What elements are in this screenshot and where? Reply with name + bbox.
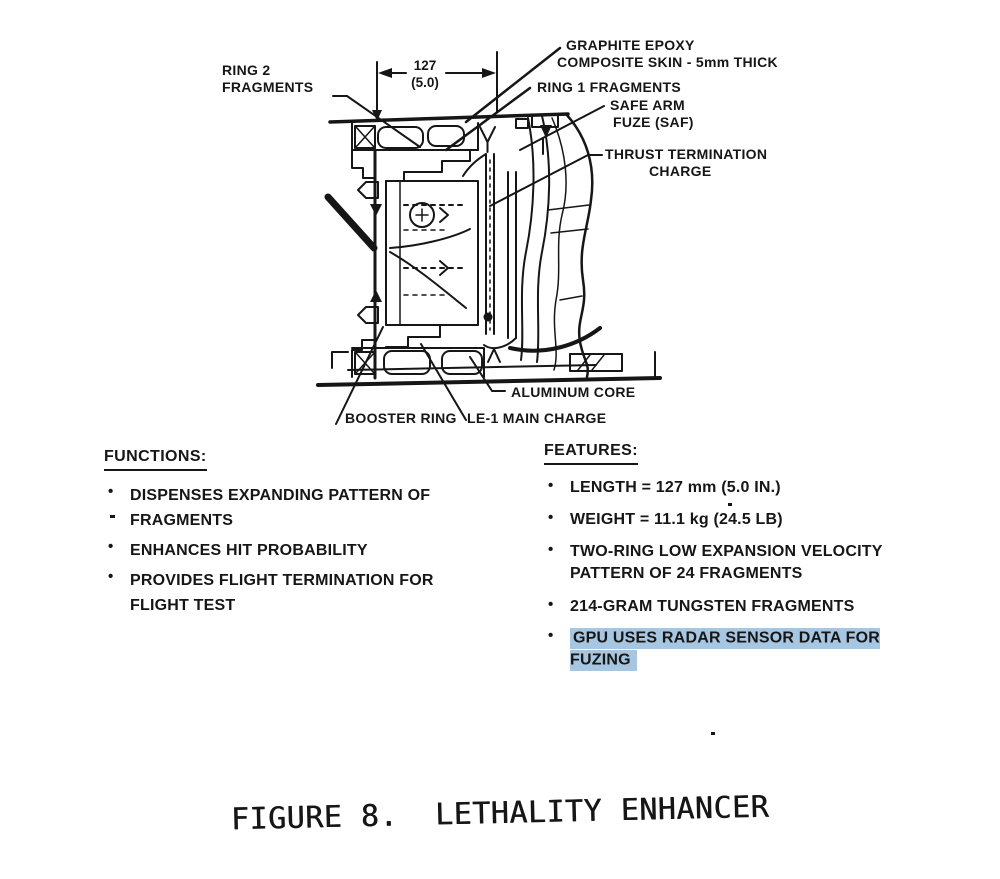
main-charge-body — [328, 150, 478, 378]
features-item-1: • LENGTH = 127 mm (5.0 IN.) — [548, 477, 781, 496]
label-graphite-epoxy-line2: COMPOSITE SKIN - 5mm THICK — [557, 54, 778, 70]
features-heading: FEATURES: — [544, 442, 638, 465]
label-safe-arm-fuze: SAFE ARM FUZE (SAF) — [610, 97, 694, 130]
bullet-icon: • — [108, 538, 114, 555]
features-item-5-highlighted — [548, 627, 934, 671]
bullet-icon: • — [548, 477, 554, 494]
label-booster-ring: BOOSTER RING — [345, 410, 457, 426]
label-aluminum-core: ALUMINUM CORE — [511, 384, 636, 400]
functions-heading: FUNCTIONS: — [104, 448, 207, 471]
features-item-2: • WEIGHT = 11.1 kg (24.5 LB) — [548, 509, 783, 528]
features-item-3: • TWO-RING LOW EXPANSION VELOCITY PATTERN OF 24 FRAGMENTS — [548, 541, 883, 582]
bullet-icon: • — [108, 483, 114, 500]
bullet-icon: • — [548, 596, 554, 613]
bullet-icon: • — [108, 568, 114, 585]
functions-item-2: • ENHANCES HIT PROBABILITY — [108, 538, 368, 559]
label-ring2-fragments: RING 2 FRAGMENTS — [222, 62, 314, 95]
highlighted-text: GPU USES RADAR SENSOR DATA FOR FUZING — [570, 628, 880, 671]
bullet-icon: • — [548, 541, 554, 558]
dimension-label: 127 (5.0) — [411, 58, 439, 90]
bullet-icon: • — [548, 509, 554, 526]
label-ring1-fragments: RING 1 FRAGMENTS — [537, 79, 682, 95]
functions-item-1: • DISPENSES EXPANDING PATTERN OF FRAGMENTS — [108, 483, 431, 529]
functions-item-3: • PROVIDES FLIGHT TERMINATION FOR FLIGHT TEST — [108, 568, 434, 614]
features-item-4: • 214-GRAM TUNGSTEN FRAGMENTS — [548, 596, 855, 615]
label-thrust-termination: THRUST TERMINATION CHARGE — [605, 146, 768, 179]
label-graphite-epoxy-line1: GRAPHITE EPOXY — [566, 37, 695, 53]
bullet-icon: • — [548, 627, 554, 644]
label-le1-main-charge: LE-1 MAIN CHARGE — [467, 410, 607, 426]
figure-caption: FIGURE 8. LETHALITY ENHANCER — [230, 789, 770, 838]
